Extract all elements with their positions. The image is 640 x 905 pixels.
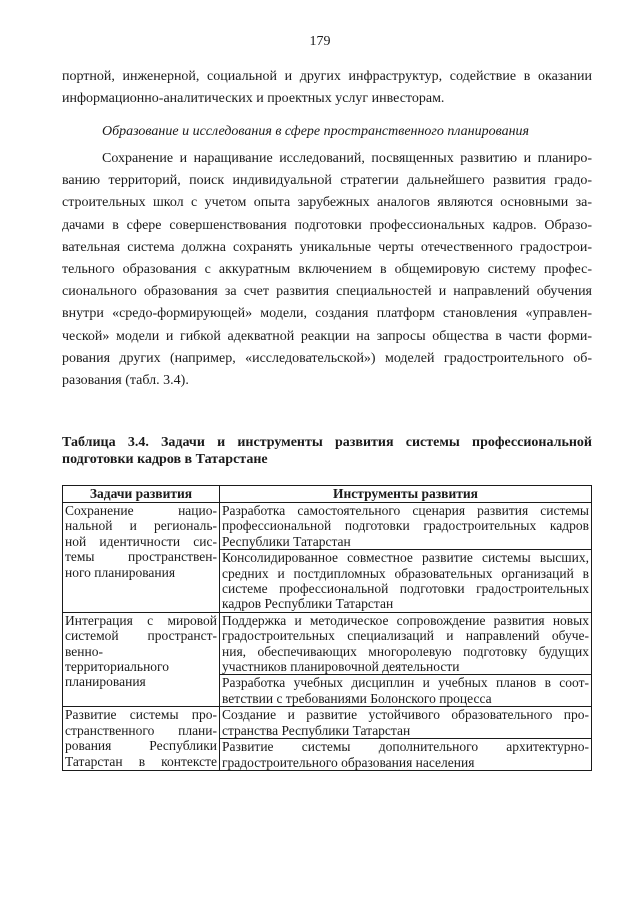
tool-line: Республики Татарстан [222, 533, 351, 549]
task-line: Интеграция с мировой [65, 612, 217, 628]
caption-line: подготовки кадров в Татарстане [62, 452, 268, 467]
header-tools: Инструменты развития [220, 486, 592, 503]
paragraph-line: ческой» модели и гибкой адекватной реакции на запросы общества в части форми- [62, 328, 592, 344]
tool-line: Поддержка и методическое сопровождение развития новых [222, 612, 589, 628]
task-line: нальной и региональ- [65, 518, 217, 534]
tool-line: профессиональной подготовки градостроительных кадров [222, 518, 589, 534]
tool-cell [220, 550, 592, 613]
page-number: 179 [309, 34, 331, 49]
section-subheading: Образование и исследования в сфере пространственного планирования [102, 124, 530, 139]
tool-line: Консолидированное совместное развитие системы высших, [222, 550, 589, 566]
task-cell [63, 612, 220, 706]
task-line: планирования [65, 674, 146, 690]
tool-line: Разработка самостоятельного сценария развития системы [222, 503, 589, 518]
tool-line: странства Республики Татарстан [222, 722, 411, 738]
task-line: территориального [65, 659, 169, 675]
paragraph-line: вательная система должна сохранять уникальные черты отечественного градострои- [62, 239, 592, 255]
paragraph-line: Сохранение и наращивание исследований, посвященных развитию и планиро- [102, 151, 592, 166]
paragraph-line: рования других (например, «исследовательской») моделей градостроительного об- [62, 350, 592, 366]
tool-line: участников планировочной деятельности [222, 659, 460, 675]
paragraph-line: дачами в сфере совершенствования подготовки профессиональных кадров. Образо- [62, 217, 592, 233]
task-line: ной идентичности сис- [65, 533, 217, 549]
paragraph-line: внутри «средо-формирующей» модели, создания платформ становления «управлен- [62, 306, 592, 322]
tool-cell [220, 503, 592, 550]
paragraph-line: информационно-аналитических и проектных услуг инвесторам. [62, 91, 445, 107]
paragraph-line: тельного образования с аккуратным включением в общемировую систему профес- [62, 262, 592, 278]
paragraph-line: строительных школ с учетом опыта зарубежных аналогов являются основными за- [62, 195, 592, 211]
tool-line: ния, обеспечивающих многоролевую подготовку будущих [222, 643, 589, 659]
tool-cell [220, 612, 592, 675]
tool-cell [220, 675, 592, 707]
table-row [63, 612, 592, 675]
table-row [63, 707, 592, 739]
paragraph-line: ванию территорий, поиск индивидуальной стратегии дальнейшего развития градо- [62, 173, 592, 189]
paragraph-continuation [62, 66, 592, 110]
task-line: системой пространст- [65, 628, 217, 644]
tool-cell [220, 739, 592, 771]
table-caption [62, 434, 592, 468]
task-line: рования Республики [65, 738, 217, 754]
task-cell [63, 503, 220, 613]
tool-line: системе профессиональной подготовки градостроительных [222, 581, 589, 597]
task-line: Развитие системы про- [65, 707, 217, 723]
tool-line: Развитие системы дополнительного архитектурно- [222, 739, 589, 755]
paragraph-line: сионального образования за счет развития специальностей и направлений обучения [62, 284, 592, 300]
tool-cell [220, 707, 592, 739]
paragraph-line: разования (табл. 3.4). [62, 373, 189, 389]
task-line: Татарстан в контексте [65, 753, 217, 769]
paragraph-main [62, 148, 592, 392]
task-line: странственного плани- [65, 722, 217, 738]
caption-line: Таблица 3.4. Задачи и инструменты развития системы профессиональной [62, 435, 592, 450]
tool-line: градостроительного образования населения [222, 754, 475, 770]
task-cell [63, 707, 220, 771]
task-line: Сохранение нацио- [65, 503, 217, 518]
task-line: темы пространствен- [65, 549, 217, 565]
table-header-row [63, 486, 592, 503]
table-row [63, 503, 592, 550]
header-tasks: Задачи развития [63, 486, 220, 503]
tasks-table [62, 485, 592, 771]
tool-line: градостроительных специализаций и направлений обуче- [222, 628, 589, 644]
tool-line: Разработка учебных дисциплин и учебных планов в соот- [222, 675, 589, 691]
task-line: венно- [65, 643, 103, 659]
tool-line: Создание и развитие устойчивого образовательного про- [222, 707, 589, 723]
tool-line: кадров Республики Татарстан [222, 596, 394, 612]
tool-line: ветствии с требованиями Болонского процесса [222, 690, 492, 706]
task-line: ного планирования [65, 564, 176, 580]
paragraph-line: портной, инженерной, социальной и других инфраструктур, содействие в оказании [62, 69, 592, 84]
tool-line: средних и постдипломных образовательных организаций в [222, 565, 589, 581]
